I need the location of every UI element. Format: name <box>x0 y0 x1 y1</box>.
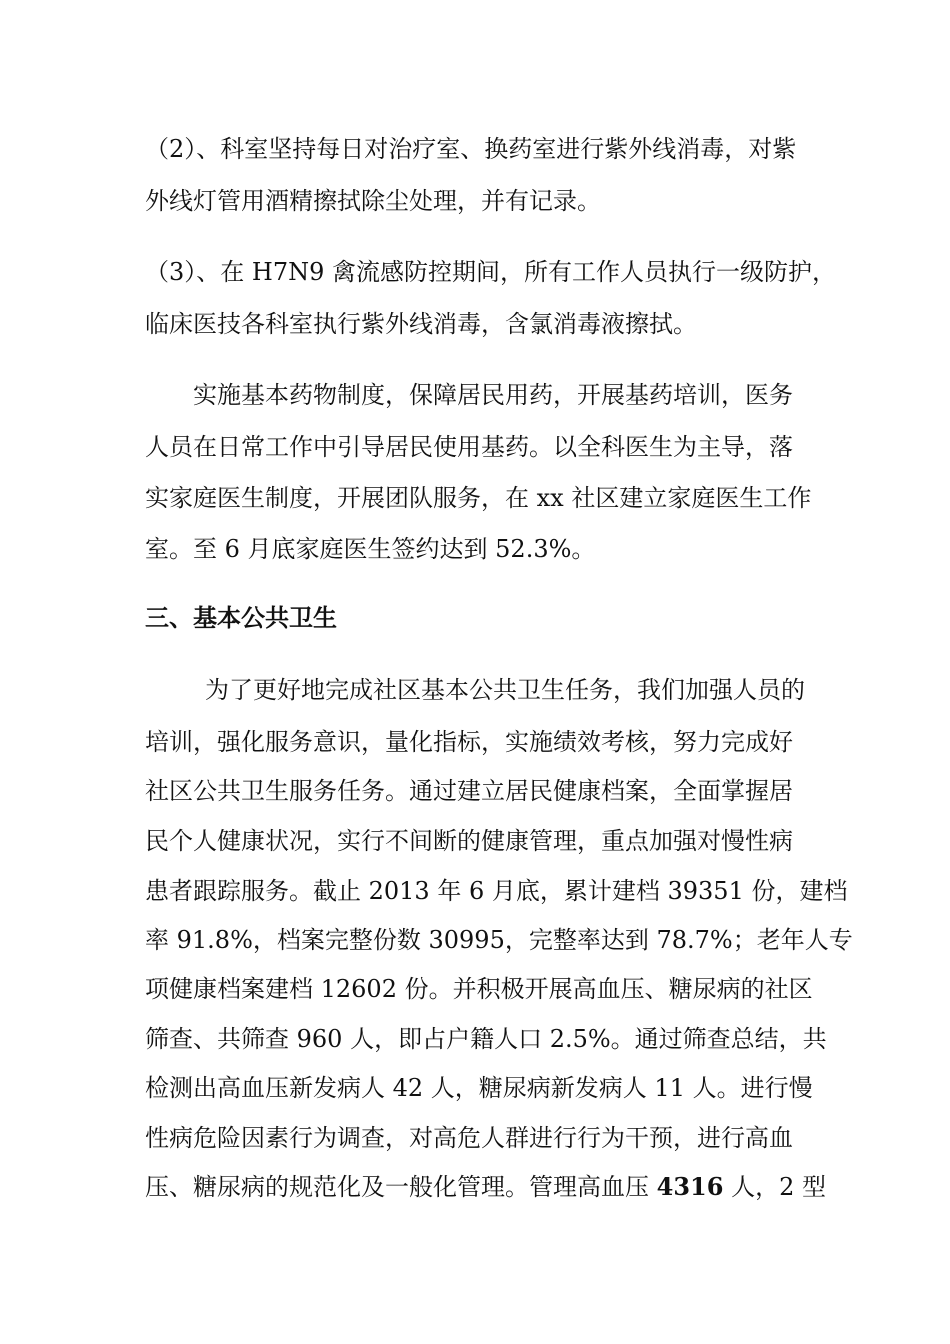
para-drugs-line-3: 实家庭医生制度，开展团队服务，在 xx 社区建立家庭医生工作 <box>145 484 812 512</box>
para-public-health-line-7: 项健康档案建档 12602 份。并积极开展高血压、糖尿病的社区 <box>145 975 813 1003</box>
para-2-line-1: （2）、科室坚持每日对治疗室、换药室进行紫外线消毒，对紫 <box>145 135 797 163</box>
line-11-text-before: 压、糖尿病的规范化及一般化管理。管理高血压 <box>145 1173 657 1201</box>
para-public-health-line-9: 检测出高血压新发病人 42 人，糖尿病新发病人 11 人。进行慢 <box>145 1074 813 1102</box>
hypertension-managed-count: 4316 <box>656 1172 724 1201</box>
line-11-text-after: 人，2 型 <box>723 1173 826 1201</box>
para-2-line-2: 外线灯管用酒精擦拭除尘处理，并有记录。 <box>145 187 601 215</box>
para-public-health-line-8: 筛查、共筛查 960 人，即占户籍人口 2.5%。通过筛查总结，共 <box>145 1025 827 1053</box>
para-3-line-2: 临床医技各科室执行紫外线消毒，含氯消毒液擦拭。 <box>145 310 697 338</box>
para-public-health-line-11 <box>145 1172 826 1202</box>
para-public-health-line-10: 性病危险因素行为调查，对高危人群进行行为干预，进行高血 <box>145 1124 793 1152</box>
para-drugs-line-1: 实施基本药物制度，保障居民用药，开展基药培训，医务 <box>193 381 793 409</box>
para-public-health-line-3: 社区公共卫生服务任务。通过建立居民健康档案，全面掌握居 <box>145 777 793 805</box>
section-heading: 三、基本公共卫生 <box>145 604 337 632</box>
para-public-health-line-1: 为了更好地完成社区基本公共卫生任务，我们加强人员的 <box>205 676 805 704</box>
para-public-health-line-4: 民个人健康状况，实行不间断的健康管理，重点加强对慢性病 <box>145 827 793 855</box>
para-drugs-line-2: 人员在日常工作中引导居民使用基药。以全科医生为主导，落 <box>145 433 793 461</box>
para-drugs-line-4: 室。至 6 月底家庭医生签约达到 52.3%。 <box>145 535 596 563</box>
para-3-line-1: （3）、在 H7N9 禽流感防控期间，所有工作人员执行一级防护， <box>145 258 836 286</box>
para-public-health-line-6: 率 91.8%，档案完整份数 30995，完整率达到 78.7%；老年人专 <box>145 926 853 954</box>
para-public-health-line-2: 培训，强化服务意识，量化指标，实施绩效考核，努力完成好 <box>145 728 793 756</box>
para-public-health-line-5: 患者跟踪服务。截止 2013 年 6 月底，累计建档 39351 份，建档 <box>145 877 848 905</box>
